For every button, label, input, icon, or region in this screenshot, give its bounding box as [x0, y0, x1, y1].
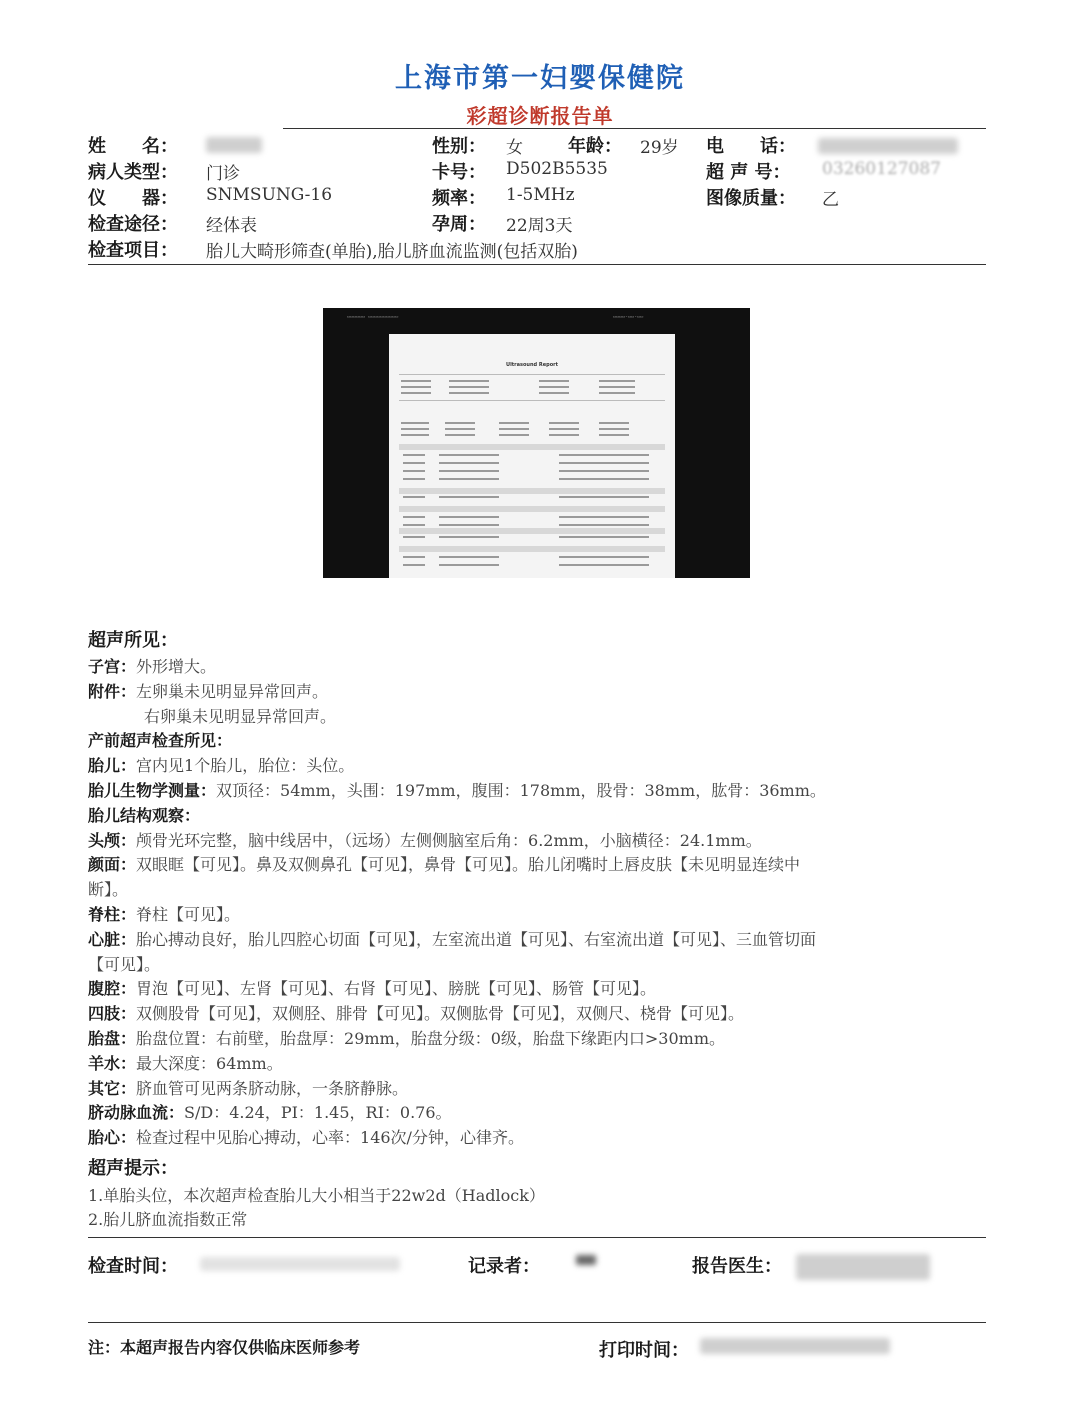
embedded-table-header	[399, 506, 665, 512]
embedded-text	[401, 422, 429, 424]
embedded-text	[439, 470, 499, 472]
embedded-report-title: Ultrasound Report	[506, 362, 558, 368]
finding-line	[88, 1076, 408, 1099]
print-time-label: 打印时间：	[599, 1340, 689, 1361]
gestation-label: 孕周：	[432, 214, 486, 235]
finding-label: 子宫：	[88, 657, 137, 676]
impression-item: 1.单胎头位，本次超声检查胎儿大小相当于22w2d（Hadlock）	[88, 1186, 545, 1205]
finding-line	[88, 1051, 283, 1074]
finding-line	[144, 704, 336, 727]
embedded-text	[403, 556, 425, 558]
embedded-table-header	[399, 546, 665, 552]
route-label: 检查途径：	[88, 214, 178, 235]
recorder-label: 记录者：	[468, 1256, 540, 1277]
embedded-text	[439, 454, 499, 456]
embedded-rule	[399, 400, 665, 401]
hospital-name: 上海市第一妇婴保健院	[395, 63, 685, 94]
finding-line	[88, 778, 826, 801]
embedded-text	[559, 564, 649, 566]
finding-text: 双顶径：54mm，头围：197mm，腹围：178mm，股骨：38mm，肱骨：36mm。	[216, 781, 826, 800]
finding-text: S/D：4.24，PI：1.45，RI：0.76。	[184, 1103, 452, 1122]
embedded-text	[599, 422, 629, 424]
finding-label: 胎心：	[88, 1128, 137, 1147]
patient-type-label: 病人类型：	[88, 162, 178, 183]
finding-line	[88, 679, 328, 702]
embedded-text	[499, 428, 529, 430]
finding-line	[88, 654, 216, 677]
finding-line	[88, 1026, 725, 1049]
embedded-text	[559, 556, 649, 558]
frequency-value: 1-5MHz	[506, 185, 575, 205]
disclaimer-note: 注：本超声报告内容仅供临床医师参考	[88, 1338, 361, 1357]
embedded-text	[445, 422, 475, 424]
patient-type-value: 门诊	[206, 164, 240, 184]
name-label: 姓 名：	[88, 136, 178, 157]
embedded-text	[559, 478, 649, 480]
image-quality-label: 图像质量：	[706, 188, 796, 209]
finding-line	[88, 1001, 744, 1024]
embedded-text	[403, 462, 425, 464]
age-label: 年龄：	[568, 136, 622, 157]
embedded-text	[439, 478, 499, 480]
embedded-text	[445, 428, 475, 430]
finding-line	[88, 952, 160, 975]
embedded-text	[599, 380, 635, 382]
doctor-label: 报告医生：	[692, 1256, 782, 1277]
redacted-exam-time	[200, 1257, 400, 1271]
embedded-text	[439, 564, 499, 566]
embedded-text	[539, 386, 569, 388]
embedded-text	[403, 470, 425, 472]
embedded-text	[559, 454, 649, 456]
embedded-text	[439, 524, 499, 526]
embedded-text	[401, 434, 429, 436]
embedded-text	[449, 380, 489, 382]
finding-text: 脊柱【可见】。	[136, 905, 241, 924]
embedded-text	[559, 536, 649, 538]
image-quality-value: 乙	[822, 190, 839, 210]
embedded-text	[599, 386, 635, 388]
embedded-text	[403, 524, 425, 526]
embedded-text	[439, 556, 499, 558]
image-header-text: ▭▭▭▭▭▭ ▭▭▭▭▭▭▭▭▭▭	[347, 314, 399, 320]
embedded-text	[559, 462, 649, 464]
embedded-text	[403, 536, 425, 538]
finding-line	[88, 1125, 524, 1148]
finding-text: 断】。	[88, 880, 129, 899]
embedded-text	[445, 434, 475, 436]
finding-label: 脐动脉血流：	[88, 1103, 185, 1122]
finding-label: 心脏：	[88, 930, 137, 949]
us-number-label: 超 声 号：	[706, 162, 791, 183]
finding-line	[88, 803, 200, 826]
sex-label: 性别：	[432, 136, 486, 157]
finding-text: 胎盘位置：右前壁，胎盘厚：29mm，胎盘分级：0级，胎盘下缘距内口>30mm。	[136, 1029, 726, 1048]
sex-value: 女	[506, 138, 523, 158]
embedded-text	[549, 428, 579, 430]
finding-text: 双侧股骨【可见】，双侧胫、腓骨【可见】。双侧肱骨【可见】，双侧尺、桡骨【可见】。	[136, 1004, 745, 1023]
embedded-text	[499, 434, 529, 436]
footer-divider	[88, 1237, 986, 1238]
finding-text: 右卵巢未见明显异常回声。	[144, 707, 337, 726]
embedded-text	[559, 496, 649, 498]
embedded-table-header	[399, 488, 665, 494]
embedded-text	[449, 392, 489, 394]
exam-time-label: 检查时间：	[88, 1256, 178, 1277]
finding-text: 检查过程中见胎心搏动，心率：146次/分钟，心律齐。	[136, 1128, 524, 1147]
redacted-print-time	[700, 1338, 890, 1354]
finding-label: 胎儿结构观察：	[88, 806, 201, 825]
route-value: 经体表	[206, 216, 257, 236]
embedded-text	[403, 496, 425, 498]
card-value: D502B5535	[506, 159, 608, 179]
finding-label: 产前超声检查所见：	[88, 731, 233, 750]
finding-label: 胎儿：	[88, 756, 137, 775]
embedded-text	[449, 386, 489, 388]
finding-label: 脊柱：	[88, 905, 137, 924]
embedded-text	[539, 392, 569, 394]
redacted-doctor-signature	[796, 1254, 930, 1280]
frequency-label: 频率：	[432, 188, 486, 209]
embedded-text	[401, 428, 429, 430]
embedded-text	[599, 434, 629, 436]
embedded-text	[403, 478, 425, 480]
exam-item-value: 胎儿大畸形筛查(单胎),胎儿脐血流监测(包括双胎)	[206, 242, 578, 262]
finding-line	[88, 753, 354, 776]
finding-label: 胎盘：	[88, 1029, 137, 1048]
exam-item-label: 检查项目：	[88, 240, 178, 261]
finding-label: 头颅：	[88, 831, 137, 850]
finding-line	[88, 877, 128, 900]
embedded-text	[403, 564, 425, 566]
embedded-text	[559, 470, 649, 472]
finding-label: 附件：	[88, 682, 137, 701]
image-date-text: ▭▭▭▭-▭▭-▭▭	[613, 314, 644, 320]
embedded-text	[539, 380, 569, 382]
embedded-text	[549, 422, 579, 424]
embedded-text	[549, 434, 579, 436]
finding-label: 其它：	[88, 1079, 137, 1098]
embedded-report-page	[389, 334, 675, 578]
finding-text: 外形增大。	[136, 657, 217, 676]
embedded-text	[401, 386, 431, 388]
embedded-text	[559, 516, 649, 518]
embedded-text	[439, 496, 499, 498]
embedded-text	[599, 428, 629, 430]
finding-text: 双眼眶【可见】。鼻及双侧鼻孔【可见】，鼻骨【可见】。胎儿闭嘴时上唇皮肤【未见明显连续中	[136, 855, 801, 874]
finding-text: 左卵巢未见明显异常回声。	[136, 682, 329, 701]
embedded-text	[599, 392, 635, 394]
age-value: 29岁	[640, 138, 679, 158]
bottom-divider	[88, 1322, 986, 1323]
embedded-text	[499, 422, 529, 424]
finding-text: 最大深度：64mm。	[136, 1054, 283, 1073]
info-divider	[88, 264, 986, 265]
gestation-value: 22周3天	[506, 216, 573, 236]
embedded-text	[439, 536, 499, 538]
finding-label: 腹腔：	[88, 979, 137, 998]
device-value: SNMSUNG-16	[206, 185, 333, 205]
redacted-recorder	[576, 1255, 596, 1265]
finding-label: 羊水：	[88, 1054, 137, 1073]
finding-label: 四肢：	[88, 1004, 137, 1023]
us-number-value: 03260127087	[822, 159, 941, 179]
embedded-text	[401, 380, 431, 382]
finding-line	[88, 728, 232, 751]
embedded-text	[401, 392, 431, 394]
embedded-table-header	[399, 444, 665, 450]
finding-line	[88, 976, 656, 999]
ultrasound-image	[323, 308, 750, 578]
finding-text: 颅骨光环完整，脑中线居中，（远场）左侧侧脑室后角：6.2mm，小脑横径：24.1mm。	[136, 831, 762, 850]
finding-line	[88, 852, 800, 875]
finding-text: 胎心搏动良好，胎儿四腔心切面【可见】，左室流出道【可见】、右室流出道【可见】、三血管切面	[136, 930, 817, 949]
card-label: 卡号：	[432, 162, 486, 183]
embedded-text	[439, 462, 499, 464]
device-label: 仪 器：	[88, 188, 178, 209]
embedded-rule	[399, 374, 665, 375]
impression-heading: 超声提示：	[88, 1158, 178, 1179]
redacted-phone	[818, 138, 958, 154]
finding-text: 脐血管可见两条脐动脉，一条脐静脉。	[136, 1079, 409, 1098]
report-title: 彩超诊断报告单	[466, 104, 614, 128]
embedded-text	[559, 524, 649, 526]
finding-text: 【可见】。	[88, 955, 161, 974]
finding-line	[88, 902, 240, 925]
finding-line	[88, 1100, 452, 1123]
phone-label: 电 话：	[706, 136, 796, 157]
impression-item: 2.胎儿脐血流指数正常	[88, 1210, 248, 1229]
finding-text: 胃泡【可见】、左肾【可见】、右肾【可见】、膀胱【可见】、肠管【可见】。	[136, 979, 657, 998]
embedded-text	[403, 454, 425, 456]
embedded-table-header	[399, 528, 665, 534]
findings-heading: 超声所见：	[88, 630, 178, 651]
embedded-text	[403, 516, 425, 518]
finding-label: 胎儿生物学测量：	[88, 781, 217, 800]
embedded-text	[439, 516, 499, 518]
header-divider	[283, 128, 986, 129]
finding-text: 宫内见1个胎儿，胎位：头位。	[136, 756, 355, 775]
redacted-name	[206, 137, 262, 153]
finding-line	[88, 927, 816, 950]
finding-line	[88, 828, 762, 851]
finding-label: 颜面：	[88, 855, 137, 874]
